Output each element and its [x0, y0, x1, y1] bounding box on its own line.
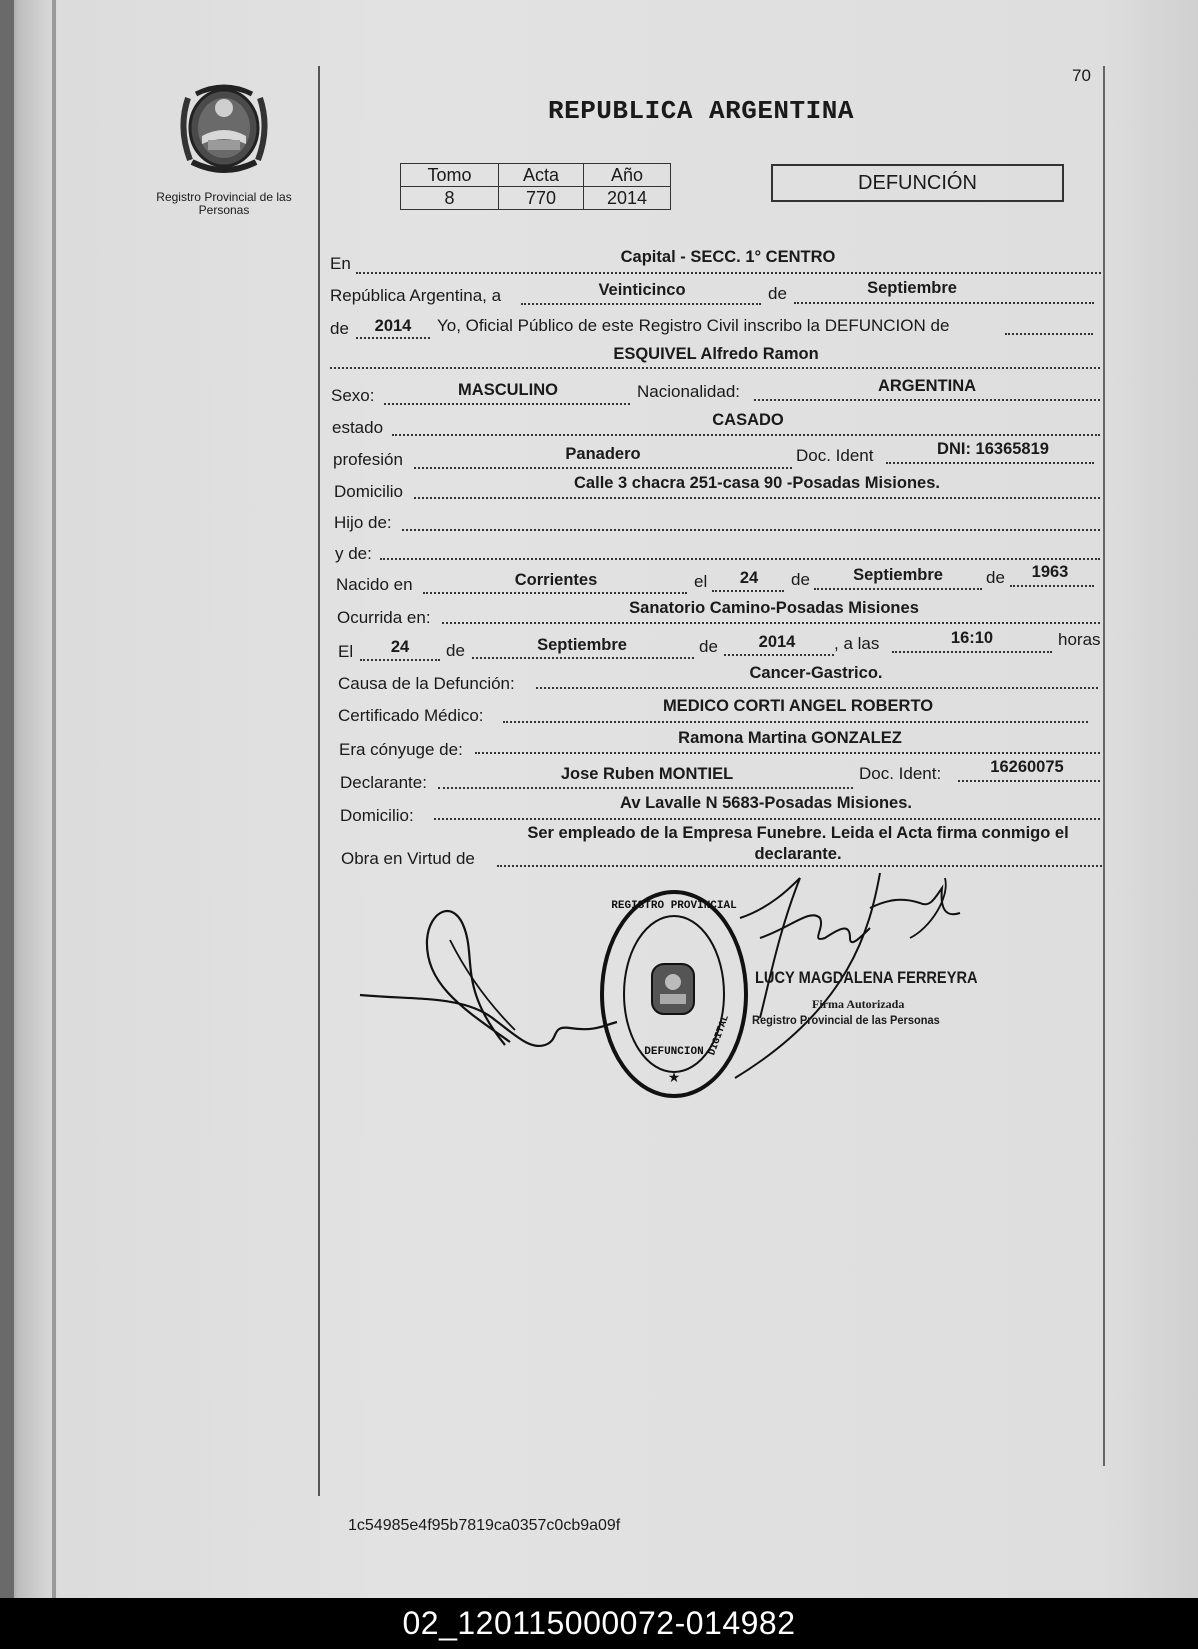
- svg-text:DEFUNCION: DEFUNCION: [644, 1046, 704, 1058]
- page-binding: [52, 0, 56, 1598]
- def-hora-line: [892, 651, 1052, 653]
- alas-label: , a las: [834, 634, 880, 653]
- declarante-label: Declarante:: [340, 773, 427, 792]
- ref-header-acta: Acta: [499, 164, 584, 187]
- de-label-5: de: [446, 641, 465, 660]
- el-label: el: [694, 572, 708, 591]
- doc-ident-line: [886, 462, 1094, 464]
- republica-label: República Argentina, a: [330, 286, 502, 305]
- inscribo-text: Yo, Oficial Público de este Registro Civil inscribo la DEFUNCION de: [437, 316, 950, 335]
- page-edge: [0, 0, 14, 1598]
- decl-doc-value: 16260075: [990, 758, 1064, 776]
- decl-domicilio-value: Av Lavalle N 5683-Posadas Misiones.: [620, 794, 912, 812]
- certificado-value: MEDICO CORTI ANGEL ROBERTO: [662, 697, 934, 715]
- profesion-line: [414, 467, 792, 469]
- registry-label: Registro Provincial de las Personas: [156, 190, 292, 217]
- profesion-value: Panadero: [565, 445, 641, 463]
- hijo-label: Hijo de:: [334, 513, 392, 532]
- inscribo-line: [1005, 333, 1093, 335]
- dia-value: Veinticinco: [598, 281, 686, 299]
- doc-ident-value: DNI: 16365819: [937, 440, 1049, 458]
- anio-line: [356, 337, 430, 339]
- nombre-line: [330, 367, 1100, 369]
- deceased-name: ESQUIVEL Alfredo Ramon: [613, 345, 819, 363]
- conyuge-label: Era cónyuge de:: [339, 740, 463, 759]
- causa-line: [536, 687, 1098, 689]
- page-number: 70: [1072, 66, 1091, 85]
- domicilio-label: Domicilio: [334, 482, 403, 501]
- margin-line-right: [1103, 66, 1105, 1466]
- ocurrida-value: Sanatorio Camino-Posadas Misiones: [629, 599, 919, 617]
- ocurrida-label: Ocurrida en:: [337, 608, 431, 627]
- ref-value-acta: 770: [499, 187, 584, 210]
- page-title: REPUBLICA ARGENTINA: [548, 96, 854, 126]
- sexo-line: [384, 403, 630, 405]
- def-dia-line: [360, 659, 440, 661]
- margin-line-left: [318, 66, 320, 1496]
- causa-value: Cancer-Gastrico.: [749, 664, 883, 682]
- estado-value: CASADO: [712, 411, 784, 429]
- official-stamp: [596, 886, 752, 1102]
- nac-mes-line: [814, 588, 982, 590]
- de-label-1: de: [768, 284, 787, 303]
- svg-text:REGISTRO PROVINCIAL: REGISTRO PROVINCIAL: [611, 900, 737, 912]
- estado-label: estado: [332, 418, 384, 437]
- nac-anio-line: [1010, 585, 1094, 587]
- certificado-label: Certificado Médico:: [338, 706, 484, 725]
- def-anio-line: [724, 654, 834, 656]
- declarante-line: [438, 787, 853, 789]
- nacido-line: [423, 592, 687, 594]
- hijo-line: [402, 529, 1100, 531]
- profesion-label: profesión: [333, 450, 403, 469]
- def-mes-line: [472, 657, 694, 659]
- reference-value-row: [401, 187, 671, 210]
- domicilio-line: [414, 497, 1100, 499]
- def-dia-value: 24: [390, 638, 410, 656]
- ref-header-tomo: Tomo: [401, 164, 499, 187]
- de-label-2: de: [330, 319, 349, 338]
- def-mes-value: Septiembre: [537, 636, 627, 654]
- mes-line: [794, 302, 1094, 304]
- provincial-seal-logo: [170, 78, 278, 180]
- domicilio-value: Calle 3 chacra 251-casa 90 -Posadas Misiones.: [574, 474, 940, 492]
- nac-anio-value: 1963: [1031, 563, 1069, 581]
- reference-table: [400, 163, 671, 210]
- doc-ident-label: Doc. Ident: [796, 446, 874, 465]
- en-line: [356, 272, 1101, 274]
- obra-line: [497, 865, 1102, 867]
- nacido-label: Nacido en: [336, 575, 413, 594]
- estado-line: [392, 434, 1100, 436]
- def-anio-value: 2014: [758, 633, 796, 651]
- sexo-value: MASCULINO: [458, 381, 558, 399]
- el-defuncion-label: El: [338, 642, 354, 661]
- declarant-signature: [355, 900, 625, 1060]
- ocurrida-line: [442, 622, 1100, 624]
- de-label-4: de: [986, 568, 1005, 587]
- de-label-3: de: [791, 570, 810, 589]
- document-hash: 1c54985e4f95b7819ca0357c0cb9a09f: [348, 1517, 621, 1534]
- svg-text:DIGITAL: DIGITAL: [707, 1013, 732, 1058]
- ref-value-anio: 2014: [584, 187, 671, 210]
- svg-text:★: ★: [667, 1069, 681, 1085]
- signer-name: LUCY MAGDALENA FERREYRA: [755, 968, 978, 987]
- nac-dia-value: 24: [739, 569, 759, 587]
- mes-value: Septiembre: [867, 279, 957, 297]
- yde-label: y de:: [335, 544, 372, 563]
- en-value: Capital - SECC. 1° CENTRO: [620, 248, 836, 266]
- nacionalidad-label: Nacionalidad:: [637, 382, 741, 401]
- nac-mes-value: Septiembre: [853, 566, 943, 584]
- de-label-6: de: [699, 637, 718, 656]
- conyuge-line: [475, 752, 1100, 754]
- en-label: En: [330, 254, 351, 273]
- dia-line: [521, 303, 761, 305]
- horas-label: horas: [1058, 630, 1101, 649]
- nac-dia-line: [712, 590, 784, 592]
- footer-id-bar: 02_120115000072-014982: [0, 1598, 1198, 1649]
- anio-value: 2014: [374, 317, 412, 335]
- decl-domicilio-label: Domicilio:: [340, 806, 414, 825]
- signer-role: Firma Autorizada: [812, 997, 905, 1011]
- decl-domicilio-line: [434, 818, 1100, 820]
- nacido-value: Corrientes: [514, 571, 598, 589]
- sexo-label: Sexo:: [331, 386, 375, 405]
- record-type-box: DEFUNCIÓN: [771, 164, 1064, 202]
- certificado-line: [503, 721, 1088, 723]
- obra-value: Ser empleado de la Empresa Funebre. Leida el Acta firma conmigo el declarante.: [527, 824, 1069, 863]
- decl-doc-line: [958, 780, 1100, 782]
- causa-label: Causa de la Defunción:: [338, 674, 515, 693]
- conyuge-value: Ramona Martina GONZALEZ: [678, 729, 902, 747]
- reference-header-row: [401, 164, 671, 187]
- signer-organization: Registro Provincial de las Personas: [752, 1013, 940, 1027]
- declarante-value: Jose Ruben MONTIEL: [560, 765, 734, 783]
- def-hora-value: 16:10: [950, 629, 994, 647]
- obra-label: Obra en Virtud de: [341, 849, 475, 868]
- yde-line: [380, 558, 1100, 560]
- ref-value-tomo: 8: [401, 187, 499, 210]
- nacionalidad-line: [754, 399, 1100, 401]
- decl-doc-label: Doc. Ident:: [859, 764, 942, 783]
- ref-header-anio: Año: [584, 164, 671, 187]
- nacionalidad-value: ARGENTINA: [877, 377, 977, 395]
